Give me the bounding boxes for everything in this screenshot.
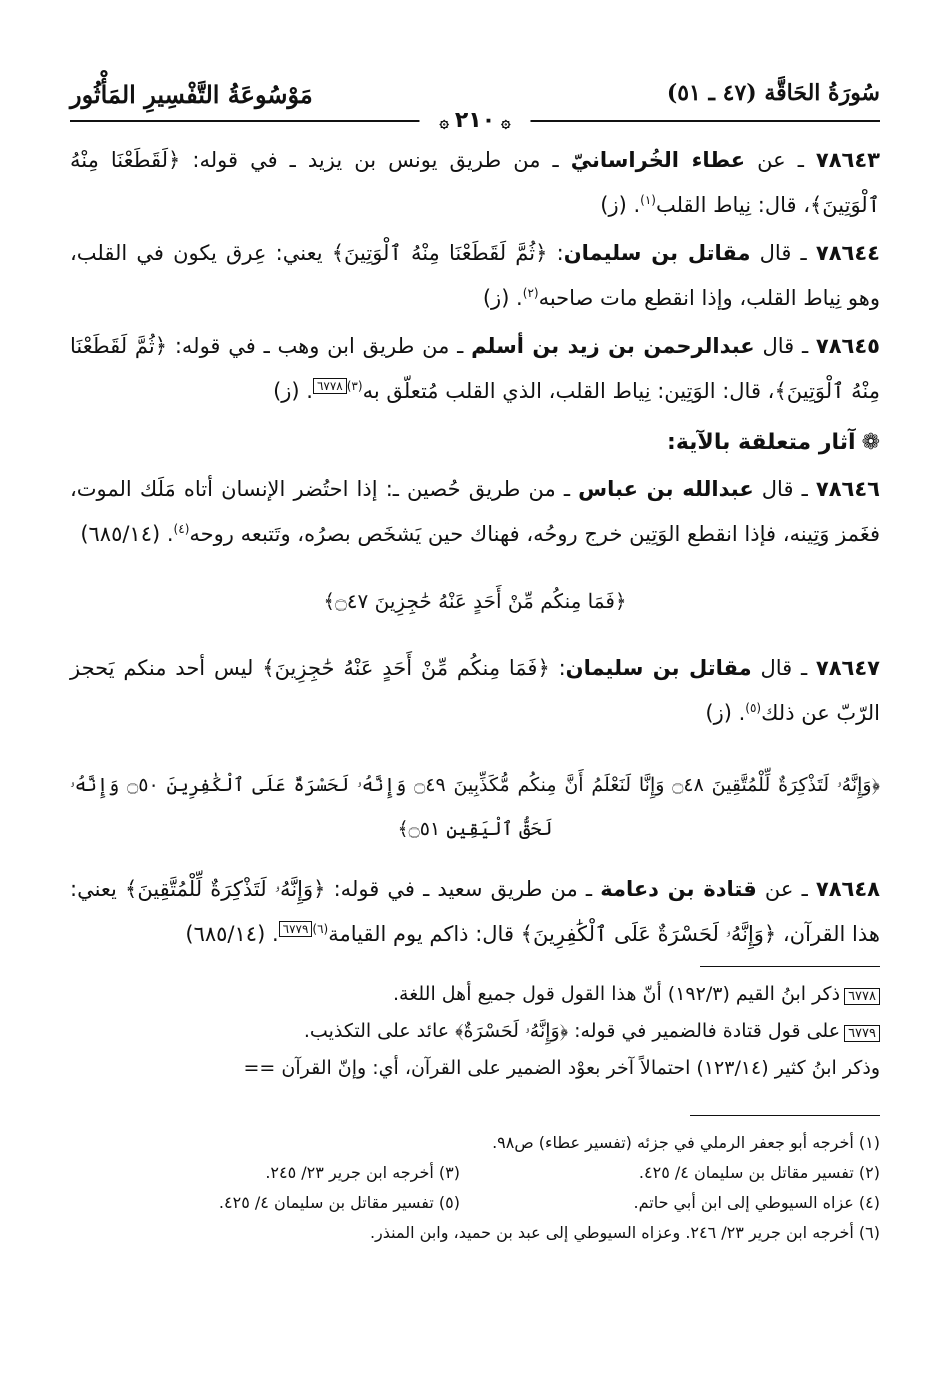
footnote: (٤) عزاه السيوطي إلى ابن أبي حاتم.: [633, 1193, 880, 1212]
page-body: [70, 140, 880, 1248]
footnote-marker[interactable]: (٣): [346, 379, 363, 393]
entry-prefix: ـ عن: [756, 877, 816, 901]
footnote-marker[interactable]: (٦): [312, 922, 329, 936]
entry-tail: . (٦٨٥/١٤): [80, 522, 174, 546]
narration-entry: [70, 469, 880, 554]
editor-note-text: على قول قتادة فالضمير في قوله: ﴿وَإِنَّهُۥ لَحَسْرَةٌ﴾ عائد على التكذيب.: [303, 1020, 841, 1042]
entry-text: : ﴿ثُمَّ لَقَطَعْنَا مِنْهُ ٱلْوَتِينَ﴾ يعني: عِرق يكون في القلب، وهو نِياط القلب، وإذا انقطع مات صاحبه: [70, 241, 880, 310]
narration-entry: [70, 233, 880, 318]
narrator-name: عبدالرحمن بن زيد بن أسلم: [471, 334, 755, 358]
quran-verse: ﴿فَمَا مِنكُم مِّنْ أَحَدٍ عَنْهُ حَٰجِزِينَ ۝٤٧﴾: [323, 589, 627, 613]
editor-notes-divider: [700, 966, 880, 967]
editor-note: [70, 977, 880, 1014]
entry-number: ٧٨٦٤٥: [815, 334, 880, 358]
narrator-name: عطاء الخُراسانيّ: [570, 148, 746, 172]
ornament-icon: ۞: [501, 112, 511, 131]
footnote: (٥) تفسير مقاتل بن سليمان ٤/ ٤٢٥.: [218, 1193, 460, 1212]
entry-prefix: ـ قال: [750, 241, 816, 265]
footnote-marker[interactable]: (١): [640, 193, 656, 207]
page-number: ٢١٠: [454, 108, 496, 133]
footnotes: [70, 1128, 880, 1248]
editor-note-text: وذكر ابنُ كثير (١٢٣/١٤) احتمالاً آخر بعوْد الضمير على القرآن، أي: وإنّ القرآن ==: [243, 1057, 880, 1079]
footnote-row: [70, 1218, 880, 1248]
entry-tail: . (٦٨٥/١٤): [185, 922, 279, 946]
narration-entry: [70, 140, 880, 225]
entry-number: ٧٨٦٤٦: [815, 477, 880, 501]
narration-entry: [70, 326, 880, 411]
editor-note: [70, 1051, 880, 1085]
narration-entry: [70, 648, 880, 733]
entry-text: : ﴿فَمَا مِنكُم مِّنْ أَحَدٍ عَنْهُ حَٰجِزِينَ﴾ ليس أحد منكم يَحجز الرّبّ عن ذلك: [70, 656, 880, 725]
narrator-name: عبدالله بن عباس: [578, 477, 754, 501]
footnote: (٢) تفسير مقاتل بن سليمان ٤/ ٤٢٥.: [638, 1163, 880, 1182]
entry-tail: . (ز): [600, 193, 641, 217]
narrator-name: قتادة بن دعامة: [600, 877, 757, 901]
footnote-marker[interactable]: (٢): [522, 286, 539, 300]
footnote-row: [70, 1158, 880, 1188]
entry-prefix: ـ عن: [745, 148, 816, 172]
entry-tail: . (ز): [705, 701, 746, 725]
section-heading: [70, 423, 880, 463]
footnote: (٦) أخرجه ابن جرير ٢٣/ ٢٤٦. وعزاه السيوطي إلى عبد بن حميد، وابن المنذر.: [369, 1223, 880, 1242]
entry-text: ـ من طريق يونس بن يزيد ـ في قوله: ﴿لَقَطَعْنَا مِنْهُ ٱلْوَتِينَ﴾، قال: نِياط القلب: [70, 148, 880, 217]
footnote-row: [70, 1188, 880, 1218]
surah-title: سُورَةُ الحَاقَّة (٤٧ ـ ٥١): [666, 80, 880, 106]
editor-note-number: ٦٧٧٩: [844, 1025, 880, 1042]
narrator-name: مقاتل بن سليمان: [563, 241, 751, 265]
book-title: مَوْسُوعَةُ التَّفْسِيرِ المَأْثُور: [70, 80, 313, 109]
entry-number: ٧٨٦٤٤: [815, 241, 880, 265]
narrator-name: مقاتل بن سليمان: [565, 656, 752, 680]
ornament-icon: ۞: [439, 112, 449, 131]
flower-ornament-icon: ❁: [861, 430, 880, 455]
entry-tail: . (ز): [273, 379, 313, 403]
entry-number: ٧٨٦٤٣: [815, 148, 880, 172]
narration-entry: [70, 869, 880, 954]
footnote-marker[interactable]: (٥): [745, 701, 762, 715]
footnote: (١) أخرجه أبو جعفر الرملي في جزئه (تفسير عطاء) ص٩٨.: [492, 1133, 880, 1152]
entry-number: ٧٨٦٤٧: [815, 656, 880, 680]
entry-text: ـ من طريق حُصين ـ: إذا احتُضر الإنسان أتاه مَلَك الموت، فغَمز وَتِينه، فإذا انقطع الوَتِين خرج روحُه، فهناك حين يَشخَص بصرُه، وتَتبعه روحه: [70, 477, 880, 546]
footnote: (٣) أخرجه ابن جرير ٢٣/ ٢٤٥.: [265, 1163, 460, 1182]
editor-note-text: ذكر ابنُ القيم (١٩٢/٣) أنّ هذا القول قول جميع أهل اللغة.: [393, 983, 841, 1005]
editor-note-ref[interactable]: ٦٧٧٨: [313, 378, 347, 394]
entry-prefix: ـ قال: [751, 656, 816, 680]
editor-note-ref[interactable]: ٦٧٧٩: [279, 921, 313, 937]
entry-prefix: ـ قال: [753, 477, 816, 501]
footnote-marker[interactable]: (٤): [173, 522, 190, 536]
quran-verses: ﴿وَإِنَّهُۥ لَتَذْكِرَةٌ لِّلْمُتَّقِينَ ۝٤٨ وَإِنَّا لَنَعْلَمُ أَنَّ مِنكُم مُّكَذِّبِينَ ۝٤٩ وَإِنَّهُۥ لَحَسْرَةٌ عَلَى ٱلْكَٰفِرِينَ ۝٥٠ وَإِنَّهُۥ لَحَقُّ ٱلْيَقِينِ ۝٥١﴾: [70, 774, 880, 840]
footnotes-divider: [690, 1115, 880, 1116]
entry-prefix: ـ قال: [754, 334, 816, 358]
entry-text: ـ من طريق ابن وهب ـ في قوله: ﴿ثُمَّ لَقَطَعْنَا مِنْهُ ٱلْوَتِينَ﴾، قال: الوَتِين: نِياط القلب، الذي القلب مُتعلّق به: [70, 334, 880, 403]
page-header: [70, 70, 880, 133]
editor-note: [70, 1014, 880, 1051]
entry-tail: . (ز): [482, 286, 523, 310]
entry-number: ٧٨٦٤٨: [815, 877, 880, 901]
footnote-row: [70, 1128, 880, 1158]
page-number-block: [419, 108, 530, 133]
section-title: آثار متعلقة بالآية:: [667, 430, 856, 455]
editor-notes: [70, 977, 880, 1085]
entry-text: ـ من طريق سعيد ـ في قوله: ﴿وَإِنَّهُۥ لَتَذْكِرَةٌ لِّلْمُتَّقِينَ﴾ يعني: هذا القرآن، ﴿وَإِنَّهُۥ لَحَسْرَةٌ عَلَى ٱلْكَٰفِرِينَ﴾ قال: ذاكم يوم القيامة: [70, 877, 880, 946]
editor-note-number: ٦٧٧٨: [844, 988, 880, 1005]
